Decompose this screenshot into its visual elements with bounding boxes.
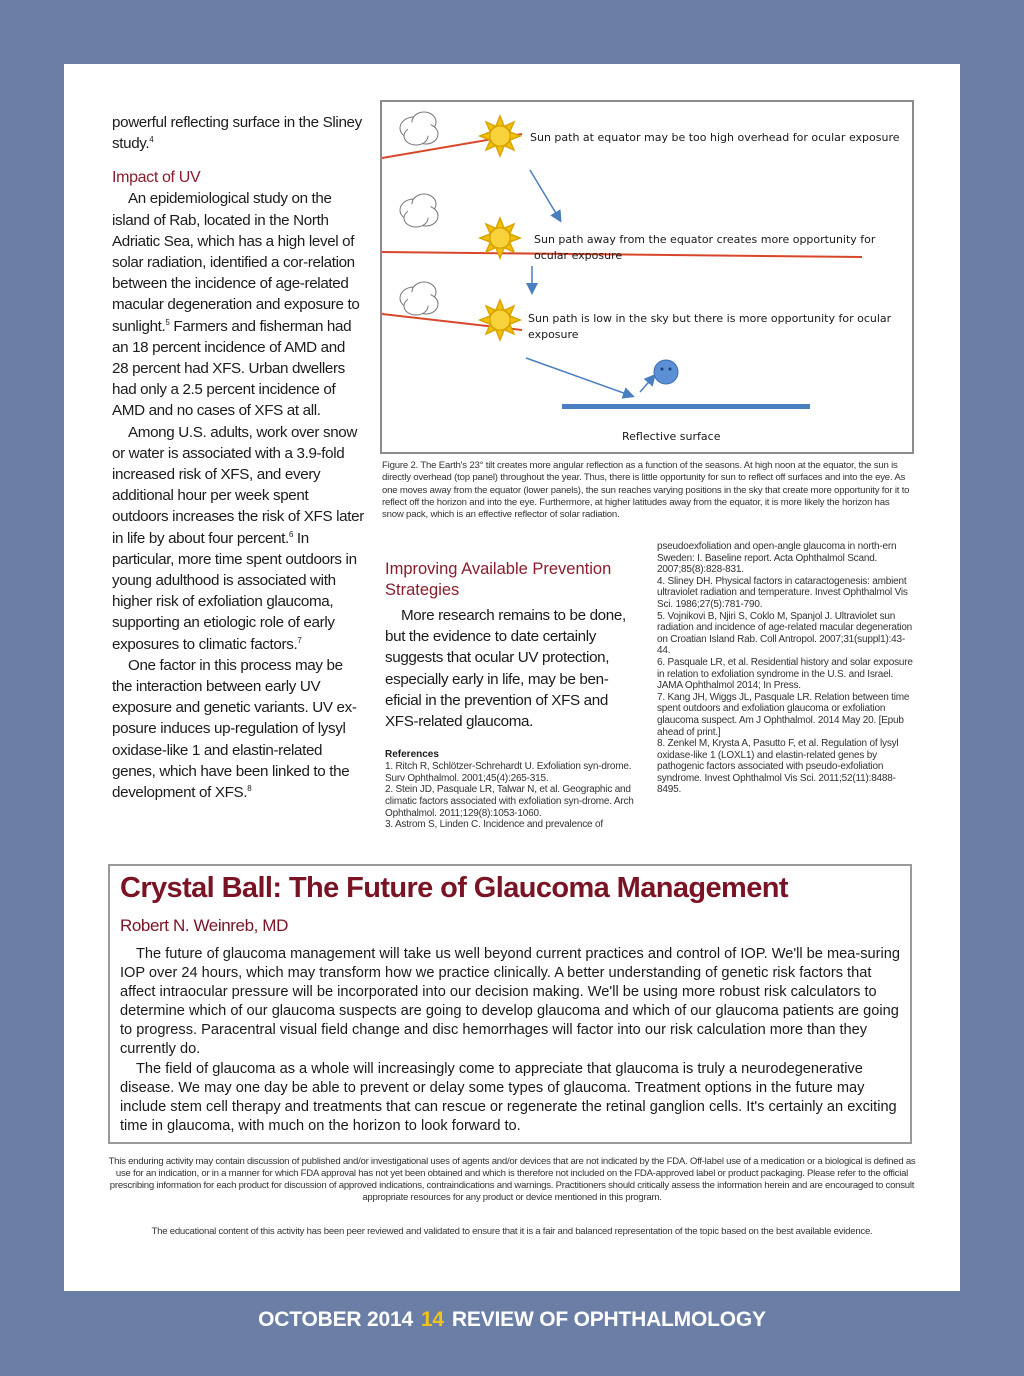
paragraph xyxy=(112,422,364,655)
reference-item: 8. Zenkel M, Krysta A, Pasutto F, et al. Regulation of lysyl oxidase-like 1 (LOXL1) and elastin-related genes by pathogenic factors associated with pseudo-exfoliation syndrome. Invest Ophthalmol Vis Sci. 2011;52(11):8488-8495. xyxy=(657,738,899,796)
reference-item: pseudoexfoliation and open-angle glaucoma in north-ern Sweden: I. Baseline report. Acta Ophthalmol Scand. 2007;85(8):828-831. xyxy=(657,541,897,576)
reference-item: 2. Stein JD, Pasquale LR, Talwar N, et al. Geographic and climatic factors associated with exfoliation syn-drome. Arch Ophthalmol. 2011;129(8):1053-1060. xyxy=(385,784,634,819)
disclaimer: This enduring activity may contain discussion of published and/or investigational uses of agents and/or devices that are not indicated by the FDA. Off-label use of a medication or a biological is defined as use for an indication, or in a manner for which FDA approval has not yet been obtained and which is therefore not included on the FDA-approved label or product packaging. Please refer to the official prescribing information for each product for discussion of approved indications, contraindications and warnings. Practitioners should critically assess the information herein and are encouraged to consult appropriate resources for any product or device mentioned in this program. xyxy=(108,1156,916,1204)
text: One factor in this process may be the interaction between early UV exposure and genetic variants. UV ex-posure induces up-regulation of lysyl oxidase-like 1 and elastin-related genes, which have been linked to the development of XFS. xyxy=(112,656,357,802)
figure-sun-path xyxy=(380,100,914,454)
figure-caption: Figure 2. The Earth's 23° tilt creates more angular reflection as a function of the seasons. At high noon at the equator, the sun is directly overhead (top panel) throughout the year. Thus, there is little opportunity for sun to reflect off surfaces and into the eye. As one moves away from the equator (lower panels), the sun reaches varying positions in the sky that create more opportunity for it to reflect off the horizon and into the eye. Furthermore, at higher latitudes away from the equator, it is more likely the horizon has snow pack, which is an effective reflector of solar radiation. xyxy=(382,460,910,521)
cloud-icon xyxy=(400,194,438,227)
peer-review-note: The educational content of this activity has been peer reviewed and validated to ensure that it is a fair and balanced representation of the topic based on the best available evidence. xyxy=(151,1226,873,1237)
arrow xyxy=(526,358,632,396)
arrow xyxy=(640,376,654,392)
sun-icon xyxy=(480,116,520,156)
paragraph: More research remains to be done, but the evidence to date certainly suggests that ocular UV protection, especially early in life, may be ben-eficial in the prevention of XFS and XFS-related glaucoma. xyxy=(385,607,626,731)
footer-date: OCTOBER 2014 xyxy=(258,1308,413,1331)
text: Among U.S. adults, work over snow or water is associated with a 3.9-fold increased risk of XFS, and every additional hour per week spent outdoors increases the risk of XFS later in life by about four percent. xyxy=(112,423,364,547)
reference-item: 4. Sliney DH. Physical factors in cataractogenesis: ambient ultraviolet radiation and temperature. Invest Ophthalmol Vis Sci. 1986;27(5):781-790. xyxy=(657,575,908,610)
middle-column xyxy=(385,559,635,831)
text: powerful reflecting surface in the Sliney study. xyxy=(112,114,362,153)
footnote-ref: 6 xyxy=(288,529,294,539)
footnote-ref: 5 xyxy=(165,317,170,327)
figure-label: Sun path away from the equator creates more opportunity for xyxy=(534,233,876,246)
figure-label: exposure xyxy=(528,328,579,341)
section-heading: Impact of UV xyxy=(112,169,201,187)
figure-diagram xyxy=(382,102,912,452)
reference-item: 3. Astrom S, Linden C. Incidence and prevalence of xyxy=(385,819,603,831)
text: In particular, more time spent outdoors in young adulthood is associated with higher risk of exfoliation glaucoma, supporting an etiologic role of early exposures to climatic factors. xyxy=(112,529,357,653)
sun-icon xyxy=(480,218,520,258)
footer-publication: REVIEW OF OPHTHALMOLOGY xyxy=(451,1308,766,1331)
eye-head-icon xyxy=(654,360,678,384)
figure-label: ocular exposure xyxy=(534,249,623,262)
reference-item: 7. Kang JH, Wiggs JL, Pasquale LR. Relation between time spent outdoors and exfoliation glaucoma or exfoliation glaucoma suspect. Am J Ophthalmol. 2014 May 20. [Epub ahead of print.] xyxy=(657,691,910,738)
page xyxy=(64,64,960,1291)
paragraph xyxy=(112,655,364,803)
arrow xyxy=(530,170,560,220)
box-author: Robert N. Weinreb, MD xyxy=(120,916,288,935)
section-heading: Improving Available Prevention Strategies xyxy=(385,560,612,599)
crystal-ball-box xyxy=(108,864,912,1144)
box-title: Crystal Ball: The Future of Glaucoma Management xyxy=(120,872,788,904)
cloud-icon xyxy=(400,112,438,145)
reference-item: 6. Pasquale LR, et al. Residential history and solar exposure in relation to exfoliation syndrome in the U.S. and Israel. JAMA Ophthalmol 2014; In Press. xyxy=(657,656,913,692)
figure-label: Sun path is low in the sky but there is more opportunity for ocular xyxy=(528,312,892,325)
footnote-ref: 8 xyxy=(247,784,252,794)
footnote-ref: 7 xyxy=(297,635,302,645)
figure-label: Reflective surface xyxy=(622,430,721,443)
footnote-ref: 4 xyxy=(149,135,154,145)
box-body xyxy=(120,945,904,1136)
page-footer xyxy=(0,1308,1024,1332)
paragraph: The field of glaucoma as a whole will increasingly come to appreciate that glaucoma is truly a neurodegenerative disease. We may one day be able to prevent or delay some types of glaucoma. Treatment options in the future may include stem cell therapy and treatments that can rescue or regenerate the retinal ganglion cells. It's certainly an exciting time in glaucoma, with much on the horizon to look forward to. xyxy=(120,1060,897,1134)
paragraph xyxy=(112,188,364,421)
page-number: 14 xyxy=(420,1308,444,1331)
reference-item: 1. Ritch R, Schlötzer-Schrehardt U. Exfoliation syn-drome. Surv Ophthalmol. 2001;45(4):265-315. xyxy=(385,761,632,784)
right-column xyxy=(657,541,915,796)
paragraph xyxy=(112,112,364,154)
text: Farmers and fisherman had an 18 percent incidence of AMD and 28 percent had XFS. Urban dwellers had only a 2.5 percent incidence of AMD and no cases of XFS at all. xyxy=(112,317,352,420)
references-heading: References xyxy=(385,749,439,761)
left-column xyxy=(112,112,364,803)
reference-item: 5. Vojnikovi B, Njiri S, Coklo M, Spanjol J. Ultraviolet sun radiation and incidence of age-related macular degeneration on Croatian Island Rab. Coll Antropol. 2007;31(suppl1):43-44. xyxy=(657,610,913,657)
text: An epidemiological study on the island of Rab, located in the North Adriatic Sea, which has a high level of solar radiation, identified a cor-relation between the incidence of age-related macular degeneration and exposure to sunlight. xyxy=(112,190,360,335)
reflective-surface xyxy=(562,404,810,409)
figure-label: Sun path at equator may be too high overhead for ocular exposure xyxy=(530,131,900,144)
cloud-icon xyxy=(400,282,438,315)
references-list xyxy=(385,761,635,831)
sun-icon xyxy=(480,300,520,340)
paragraph: The future of glaucoma management will take us well beyond current practices and control of IOP. We'll be mea-suring IOP over 24 hours, which may transform how we practice clinically. A better understanding of genetic risk factors that affect intraocular pressure will be incorporated into our decision making. We'll be using more robust risk calculators to determine which of our glaucoma suspects are going to develop glaucoma and which of our glaucoma patients are going to progress. Paracentral visual field change and disc hemorrhages will factor into our risk calculation more than they currently do. xyxy=(120,946,900,1058)
